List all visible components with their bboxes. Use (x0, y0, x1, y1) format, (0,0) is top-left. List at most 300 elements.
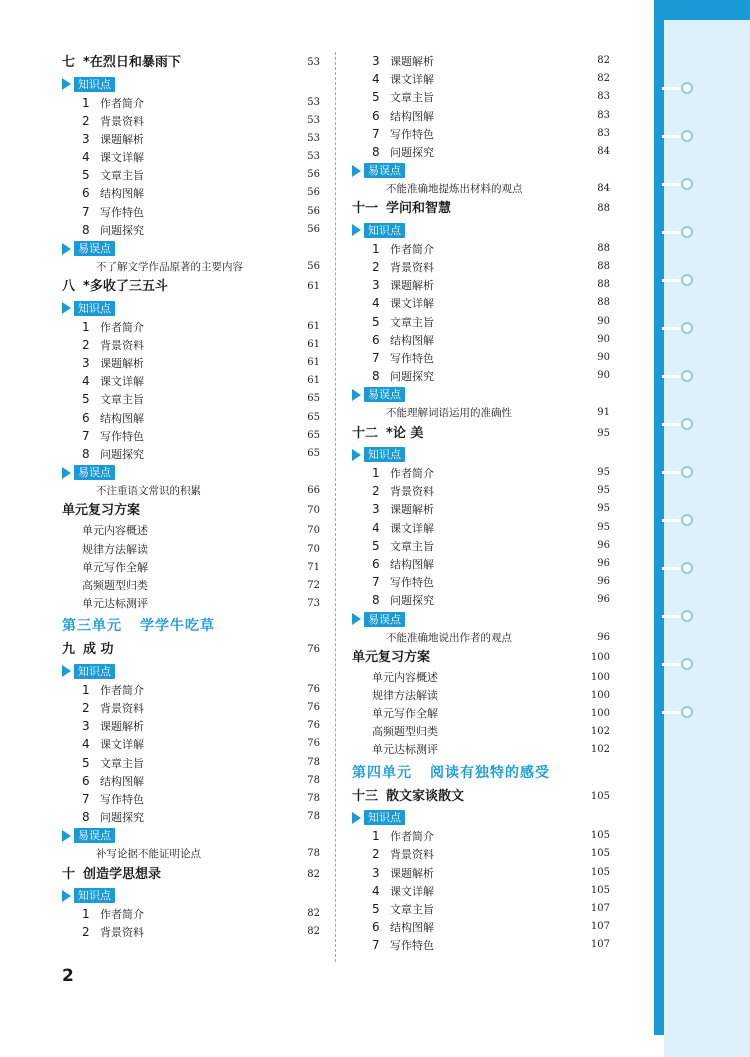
item-title: 问题探究 (100, 223, 144, 237)
toc-mistake-item[interactable] (352, 180, 610, 198)
item-title: 作者简介 (390, 830, 434, 844)
side-band-cap (654, 0, 750, 20)
item-number: 4 (82, 374, 90, 389)
unit-title: 学学牛吃草 (140, 618, 215, 635)
toc-item[interactable] (352, 349, 610, 367)
section-badge-row (352, 808, 610, 827)
item-title: 文章主旨 (390, 539, 434, 553)
toc-lesson-entry[interactable] (62, 639, 320, 662)
page-ref: 102 (590, 744, 610, 756)
item-number: 6 (372, 108, 380, 123)
review-title: 单元复习方案 (352, 649, 431, 665)
toc-item[interactable] (62, 166, 320, 184)
toc-item[interactable] (62, 772, 320, 790)
item-title: 作者简介 (390, 467, 434, 480)
mistake-title: 不能准确地说出作者的观点 (386, 631, 512, 644)
item-title: 课题解析 (390, 866, 434, 880)
toc-item[interactable] (62, 336, 320, 354)
binder-ring-icon (681, 322, 693, 334)
page-ref: 90 (597, 333, 610, 345)
page-ref: 95 (597, 427, 610, 439)
page-ref: 61 (307, 320, 320, 332)
review-item-title: 高频题型归类 (372, 725, 438, 739)
item-title: 写作特色 (100, 792, 144, 806)
toc-item[interactable] (62, 681, 320, 699)
page-ref: 53 (307, 132, 320, 144)
toc-item[interactable] (352, 464, 610, 482)
toc-item[interactable] (352, 258, 610, 276)
page-ref: 65 (307, 429, 320, 441)
item-title: 课题解析 (390, 55, 434, 68)
triangle-arrow-icon (352, 812, 361, 824)
review-item-title: 单元达标测评 (372, 743, 438, 757)
item-title: 写作特色 (390, 127, 434, 141)
item-title: 问题探究 (100, 448, 144, 461)
item-title: 背景资料 (390, 261, 434, 274)
column-divider (335, 52, 336, 962)
toc-review-item[interactable] (352, 723, 610, 741)
triangle-arrow-icon (62, 302, 71, 314)
page-ref: 90 (597, 370, 610, 382)
item-title: 背景资料 (100, 702, 144, 715)
item-number: 3 (82, 719, 90, 734)
item-number: 2 (82, 701, 90, 715)
page-ref: 65 (307, 411, 320, 423)
page-ref: 82 (307, 926, 320, 938)
toc-item[interactable] (352, 143, 610, 161)
toc-item[interactable] (352, 827, 610, 845)
toc-item[interactable] (352, 88, 610, 106)
section-badge-row (62, 75, 320, 94)
toc-item[interactable] (352, 845, 610, 863)
page-ref: 82 (597, 55, 610, 66)
page-ref: 78 (307, 756, 320, 768)
binder-ring-icon (681, 610, 693, 622)
side-band-dark (654, 0, 664, 1035)
page-ref: 83 (597, 109, 610, 121)
item-number: 7 (82, 204, 90, 219)
binder-ring-icon (681, 130, 693, 142)
toc-review-item[interactable] (352, 687, 610, 705)
toc-item[interactable] (352, 107, 610, 125)
toc-review-item[interactable] (352, 669, 610, 687)
page-ref: 95 (597, 467, 610, 478)
item-title: 作者简介 (390, 242, 434, 256)
toc-review-item[interactable] (62, 541, 320, 559)
toc-item[interactable] (62, 203, 320, 221)
page-ref: 56 (307, 261, 320, 272)
item-number: 5 (82, 755, 90, 770)
item-title: 作者简介 (100, 908, 144, 921)
page-ref: 105 (590, 830, 610, 842)
review-item-title: 规律方法解读 (82, 542, 148, 556)
toc-item[interactable] (62, 94, 320, 112)
section-badge: 知识点 (364, 810, 405, 825)
toc-item[interactable] (62, 130, 320, 148)
toc-item[interactable] (62, 717, 320, 735)
item-title: 课文详解 (390, 297, 434, 311)
binder-ring-icon (681, 418, 693, 430)
item-number: 7 (372, 126, 380, 141)
page-ref: 82 (307, 868, 320, 880)
toc-item[interactable] (62, 148, 320, 166)
item-number: 8 (372, 144, 380, 159)
page-ref: 76 (307, 702, 320, 713)
item-title: 课题解析 (100, 357, 144, 371)
page-ref: 100 (590, 671, 610, 683)
item-number: 1 (372, 829, 380, 844)
section-badge: 易误点 (364, 612, 405, 627)
toc-lesson-entry[interactable] (62, 864, 320, 887)
section-badge: 易误点 (364, 387, 405, 402)
item-number: 4 (372, 520, 380, 535)
triangle-arrow-icon (62, 243, 71, 255)
item-number: 5 (372, 538, 380, 553)
item-number: 7 (82, 791, 90, 806)
item-number: 1 (82, 907, 90, 921)
toc-review-item[interactable] (352, 741, 610, 759)
toc-item[interactable] (352, 367, 610, 385)
page-ref: 82 (307, 908, 320, 919)
item-title: 课题解析 (100, 720, 144, 734)
binder-ring-icon (681, 706, 693, 718)
item-number: 7 (372, 575, 380, 590)
toc-lesson-entry[interactable] (352, 198, 610, 221)
toc-item[interactable] (352, 500, 610, 518)
item-number: 2 (372, 484, 380, 499)
section-badge: 知识点 (74, 888, 115, 903)
toc-item[interactable] (352, 591, 610, 609)
page-ref: 53 (307, 57, 320, 68)
review-item-title: 单元达标测评 (82, 597, 148, 611)
triangle-arrow-icon (62, 890, 71, 902)
item-number: 6 (82, 186, 90, 201)
page-ref: 56 (307, 187, 320, 199)
binder-ring-icon (681, 178, 693, 190)
toc-item[interactable] (352, 573, 610, 591)
review-item-title: 单元写作全解 (82, 560, 148, 574)
triangle-arrow-icon (352, 224, 361, 236)
page-ref: 76 (307, 738, 320, 750)
page-ref: 107 (590, 902, 610, 914)
toc-column-left (62, 52, 320, 941)
toc-review-item[interactable] (62, 595, 320, 613)
toc-item[interactable] (62, 735, 320, 753)
page-ref: 70 (307, 505, 320, 517)
page-ref: 95 (597, 485, 610, 497)
item-number: 4 (372, 296, 380, 311)
toc-item[interactable] (62, 699, 320, 717)
toc-item[interactable] (352, 313, 610, 331)
item-title: 写作特色 (390, 351, 434, 365)
binder-ring-icon (681, 562, 693, 574)
item-title: 背景资料 (100, 926, 144, 940)
item-number: 6 (372, 332, 380, 347)
item-title: 课文详解 (100, 738, 144, 752)
triangle-arrow-icon (352, 449, 361, 461)
page-ref: 70 (307, 543, 320, 555)
section-badge: 易误点 (364, 163, 405, 178)
lesson-title: *多收了三五斗 (83, 279, 168, 295)
item-number: 1 (82, 95, 90, 110)
toc-lesson-entry[interactable] (62, 52, 320, 75)
item-number: 4 (372, 72, 380, 87)
section-badge-row (352, 161, 610, 180)
item-number: 4 (372, 883, 380, 898)
page-ref: 78 (307, 792, 320, 804)
unit-label: 第三单元 (62, 618, 122, 635)
binder-ring-icon (681, 226, 693, 238)
toc-item[interactable] (352, 482, 610, 500)
toc-item[interactable] (352, 294, 610, 312)
binder-ring-icon (681, 370, 693, 382)
toc-review-item[interactable] (62, 577, 320, 595)
binder-ring-icon (681, 466, 693, 478)
mistake-title: 不注重语文常识的积累 (96, 485, 201, 498)
page-ref: 100 (590, 689, 610, 701)
toc-item[interactable] (352, 555, 610, 573)
item-title: 结构图解 (100, 187, 144, 201)
section-badge-row (352, 221, 610, 240)
triangle-arrow-icon (62, 830, 71, 842)
item-number: 2 (82, 113, 90, 128)
lesson-number: 十二 (352, 425, 379, 441)
page-ref: 105 (590, 884, 610, 896)
toc-item[interactable] (352, 519, 610, 537)
mistake-title: 不了解文学作品原著的主要内容 (96, 261, 243, 273)
item-number: 5 (372, 901, 380, 916)
item-number: 3 (82, 131, 90, 146)
item-title: 课题解析 (100, 132, 144, 146)
page-ref: 105 (590, 848, 610, 860)
toc-item[interactable] (352, 52, 610, 70)
section-badge-row (352, 445, 610, 464)
review-item-title: 规律方法解读 (372, 688, 438, 702)
page-ref: 76 (307, 720, 320, 732)
section-badge-row (62, 463, 320, 482)
item-title: 课文详解 (390, 884, 434, 898)
item-number: 3 (372, 865, 380, 880)
item-number: 3 (82, 356, 90, 371)
toc-item[interactable] (62, 372, 320, 390)
unit-label: 第四单元 (352, 764, 412, 781)
page-ref: 76 (307, 644, 320, 656)
page-ref: 90 (597, 351, 610, 363)
mistake-title: 不能理解词语运用的准确性 (386, 407, 512, 420)
page-ref: 100 (590, 651, 610, 663)
section-badge: 知识点 (364, 447, 405, 462)
item-title: 课题解析 (390, 503, 434, 517)
item-title: 课文详解 (100, 151, 144, 165)
lesson-number: 十一 (352, 201, 379, 217)
page-ref: 96 (597, 557, 610, 569)
toc-item[interactable] (352, 537, 610, 555)
section-badge-row (62, 299, 320, 318)
item-number: 7 (372, 938, 380, 953)
toc-item[interactable] (352, 125, 610, 143)
item-title: 结构图解 (390, 333, 434, 347)
item-number: 1 (82, 682, 90, 697)
triangle-arrow-icon (352, 613, 361, 625)
item-number: 3 (372, 502, 380, 517)
item-title: 课文详解 (390, 73, 434, 87)
page-ref: 65 (307, 393, 320, 405)
toc-item[interactable] (62, 184, 320, 202)
toc-item[interactable] (62, 754, 320, 772)
page-ref: 96 (597, 576, 610, 588)
page-ref: 56 (307, 205, 320, 217)
toc-item[interactable] (352, 70, 610, 88)
item-number: 8 (372, 593, 380, 608)
binder-ring-icon (681, 514, 693, 526)
page-ref: 105 (590, 866, 610, 878)
item-number: 2 (372, 847, 380, 862)
section-badge: 易误点 (74, 465, 115, 480)
toc-item[interactable] (352, 936, 610, 954)
toc-item[interactable] (62, 221, 320, 239)
lesson-number: 七 (62, 55, 76, 70)
item-number: 1 (372, 466, 380, 480)
toc-item[interactable] (62, 445, 320, 463)
page-ref: 88 (597, 261, 610, 272)
item-number: 4 (82, 737, 90, 752)
toc-item[interactable] (62, 808, 320, 826)
toc-lesson-entry[interactable] (352, 786, 610, 809)
toc-mistake-item[interactable] (352, 404, 610, 422)
page-ref: 96 (597, 631, 610, 643)
toc-review-item[interactable] (62, 559, 320, 577)
item-number: 7 (82, 428, 90, 443)
lesson-title: 散文家谈散文 (386, 788, 465, 804)
triangle-arrow-icon (352, 389, 361, 401)
page-ref: 53 (307, 96, 320, 108)
item-title: 写作特色 (390, 576, 434, 590)
page-ref: 56 (307, 223, 320, 235)
toc-mistake-item[interactable] (62, 482, 320, 500)
lesson-title: 成 功 (83, 642, 114, 658)
item-title: 结构图解 (390, 557, 434, 571)
item-number: 5 (82, 168, 90, 183)
item-title: 写作特色 (390, 939, 434, 953)
toc-item[interactable] (62, 790, 320, 808)
page-ref: 95 (597, 521, 610, 533)
item-title: 问题探究 (390, 145, 434, 159)
section-badge-row (62, 886, 320, 905)
page-ref: 61 (307, 281, 320, 293)
page-ref: 102 (590, 726, 610, 738)
lesson-title: 创造学思想录 (83, 866, 162, 882)
item-title: 结构图解 (100, 774, 144, 788)
toc-item[interactable] (62, 354, 320, 372)
item-title: 文章主旨 (390, 91, 434, 105)
page-ref: 78 (307, 848, 320, 860)
item-number: 6 (372, 556, 380, 571)
item-number: 1 (372, 241, 380, 256)
item-number: 5 (82, 392, 90, 407)
item-title: 背景资料 (390, 485, 434, 499)
page-ref: 90 (597, 315, 610, 327)
page-ref: 61 (307, 357, 320, 369)
toc-review-item[interactable] (62, 522, 320, 540)
mistake-title: 不能准确地提炼出材料的观点 (386, 183, 523, 196)
item-title: 写作特色 (100, 205, 144, 219)
item-title: 背景资料 (390, 848, 434, 862)
section-badge-row (62, 239, 320, 258)
item-title: 课文详解 (390, 521, 434, 535)
lesson-number: 八 (62, 279, 76, 295)
page-ref: 65 (307, 448, 320, 459)
item-title: 作者简介 (100, 683, 144, 697)
toc-item[interactable] (352, 882, 610, 900)
binder-ring-icon (681, 82, 693, 94)
page-ref: 84 (597, 145, 610, 157)
item-title: 结构图解 (100, 411, 144, 425)
section-badge-row (352, 610, 610, 629)
toc-item[interactable] (62, 923, 320, 941)
toc-item[interactable] (62, 905, 320, 923)
toc-item[interactable] (62, 409, 320, 427)
review-item-title: 单元内容概述 (82, 524, 148, 538)
binder-ring-icon (681, 274, 693, 286)
page-ref: 78 (307, 774, 320, 786)
toc-item[interactable] (352, 276, 610, 294)
toc-item[interactable] (62, 318, 320, 336)
item-number: 3 (372, 278, 380, 293)
triangle-arrow-icon (62, 78, 71, 90)
toc-unit-review[interactable] (352, 647, 610, 669)
item-title: 背景资料 (100, 114, 144, 128)
section-badge: 知识点 (364, 223, 405, 238)
item-number: 1 (82, 319, 90, 334)
item-number: 2 (372, 260, 380, 274)
page-ref: 71 (307, 561, 320, 573)
item-title: 课题解析 (390, 279, 434, 293)
toc-item[interactable] (352, 918, 610, 936)
lesson-title: 学问和智慧 (386, 201, 452, 217)
page-ref: 61 (307, 375, 320, 387)
item-number: 5 (372, 314, 380, 329)
toc-lesson-entry[interactable] (62, 276, 320, 299)
toc-item[interactable] (62, 390, 320, 408)
toc-mistake-item[interactable] (62, 258, 320, 276)
triangle-arrow-icon (352, 165, 361, 177)
toc-item[interactable] (62, 112, 320, 130)
section-badge-row (62, 826, 320, 845)
toc-lesson-entry[interactable] (352, 423, 610, 446)
toc-item[interactable] (352, 864, 610, 882)
toc-mistake-item[interactable] (62, 845, 320, 863)
review-title: 单元复习方案 (62, 503, 141, 519)
toc-item[interactable] (62, 427, 320, 445)
page-ref: 83 (597, 127, 610, 139)
item-title: 课文详解 (100, 375, 144, 389)
toc-item[interactable] (352, 240, 610, 258)
review-item-title: 单元内容概述 (372, 670, 438, 684)
lesson-number: 九 (62, 642, 76, 658)
toc-item[interactable] (352, 900, 610, 918)
toc-item[interactable] (352, 331, 610, 349)
page-ref: 84 (597, 183, 610, 195)
page-ref: 91 (597, 407, 610, 419)
unit-title: 阅读有独特的感受 (430, 764, 550, 781)
toc-review-item[interactable] (352, 705, 610, 723)
page-ref: 107 (590, 921, 610, 933)
page-ref: 82 (597, 73, 610, 85)
toc-mistake-item[interactable] (352, 629, 610, 647)
toc-unit-review[interactable] (62, 500, 320, 522)
item-title: 文章主旨 (100, 756, 144, 770)
item-number: 6 (82, 773, 90, 788)
